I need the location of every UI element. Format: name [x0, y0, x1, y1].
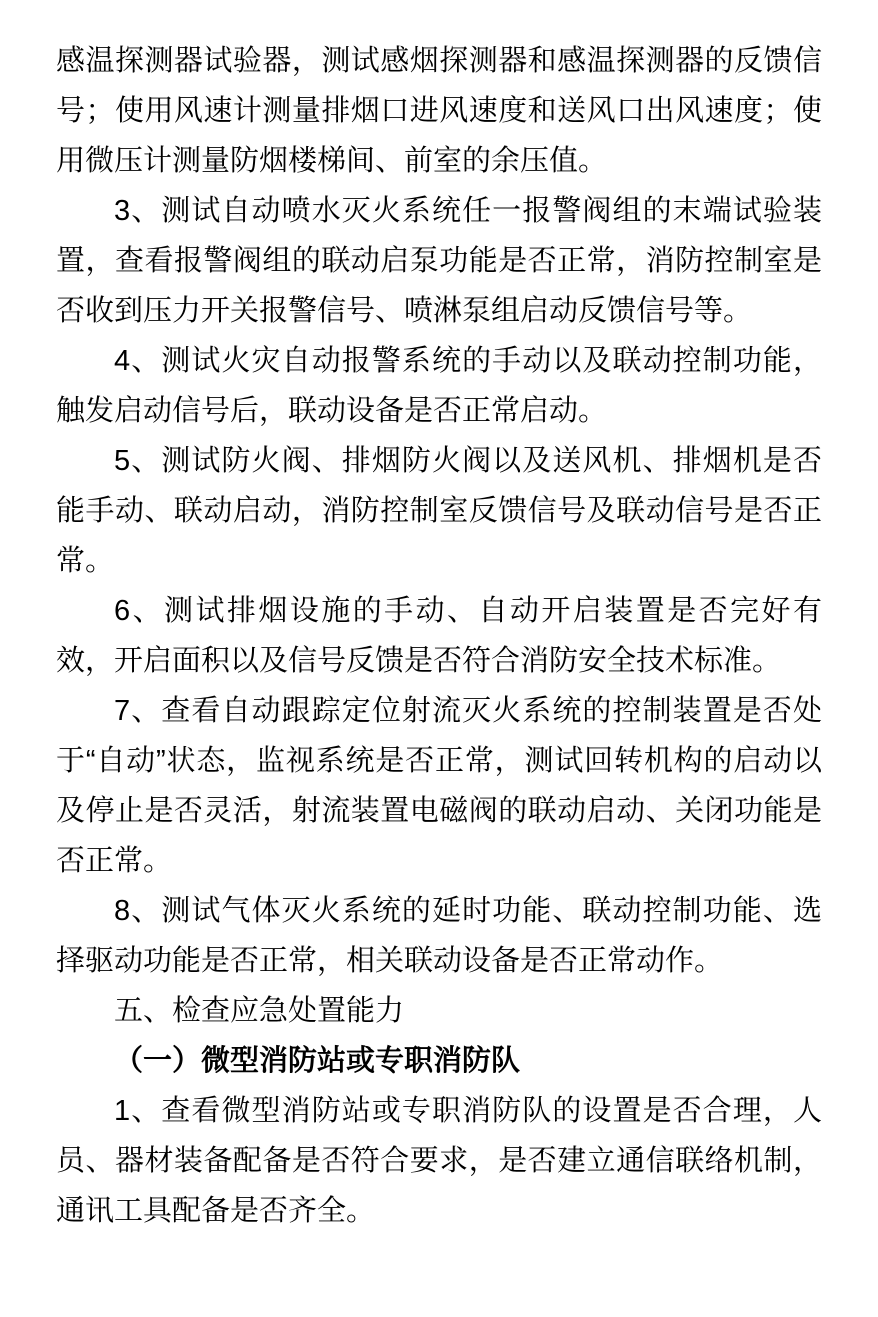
heading-subsection-1-mini-fire-station: （一）微型消防站或专职消防队 — [114, 1045, 521, 1077]
para-item-3-sprinkler-end-test: 3、测试自动喷水灭火系统任一报警阀组的末端试验装置，查看报警阀组的联动启泵功能是否正常，消防控制室是否收到压力开关报警信号、喷淋泵组启动反馈信号等。 — [56, 195, 822, 327]
para-item-1-mini-fire-station-check: 1、查看微型消防站或专职消防队的设置是否合理，人员、器材装备配备是否符合要求，是否建立通信联络机制，通讯工具配备是否齐全。 — [56, 1095, 822, 1227]
para-item-8-gas-suppression-system-test: 8、测试气体灭火系统的延时功能、联动控制功能、选择驱动功能是否正常，相关联动设备是否正常动作。 — [56, 895, 822, 977]
para-item-4-fire-alarm-linkage-test: 4、测试火灾自动报警系统的手动以及联动控制功能，触发启动信号后，联动设备是否正常启动。 — [56, 345, 822, 427]
para-item-6-smoke-extraction-test: 6、测试排烟设施的手动、自动开启装置是否完好有效，开启面积以及信号反馈是否符合消防安全技术标准。 — [56, 595, 822, 677]
para-detector-test-continuation: 感温探测器试验器，测试感烟探测器和感温探测器的反馈信号；使用风速计测量排烟口进风速度和送风口出风速度；使用微压计测量防烟楼梯间、前室的余压值。 — [56, 45, 822, 177]
heading-section-5-emergency-response-capability: 五、检查应急处置能力 — [114, 995, 405, 1027]
para-item-5-fire-damper-fan-test: 5、测试防火阀、排烟防火阀以及送风机、排烟机是否能手动、联动启动，消防控制室反馈信号及联动信号是否正常。 — [56, 445, 822, 577]
para-item-7-jet-suppression-system-test: 7、查看自动跟踪定位射流灭火系统的控制装置是否处于“自动”状态，监视系统是否正常，测试回转机构的启动以及停止是否灵活，射流装置电磁阀的联动启动、关闭功能是否正常。 — [56, 695, 822, 877]
